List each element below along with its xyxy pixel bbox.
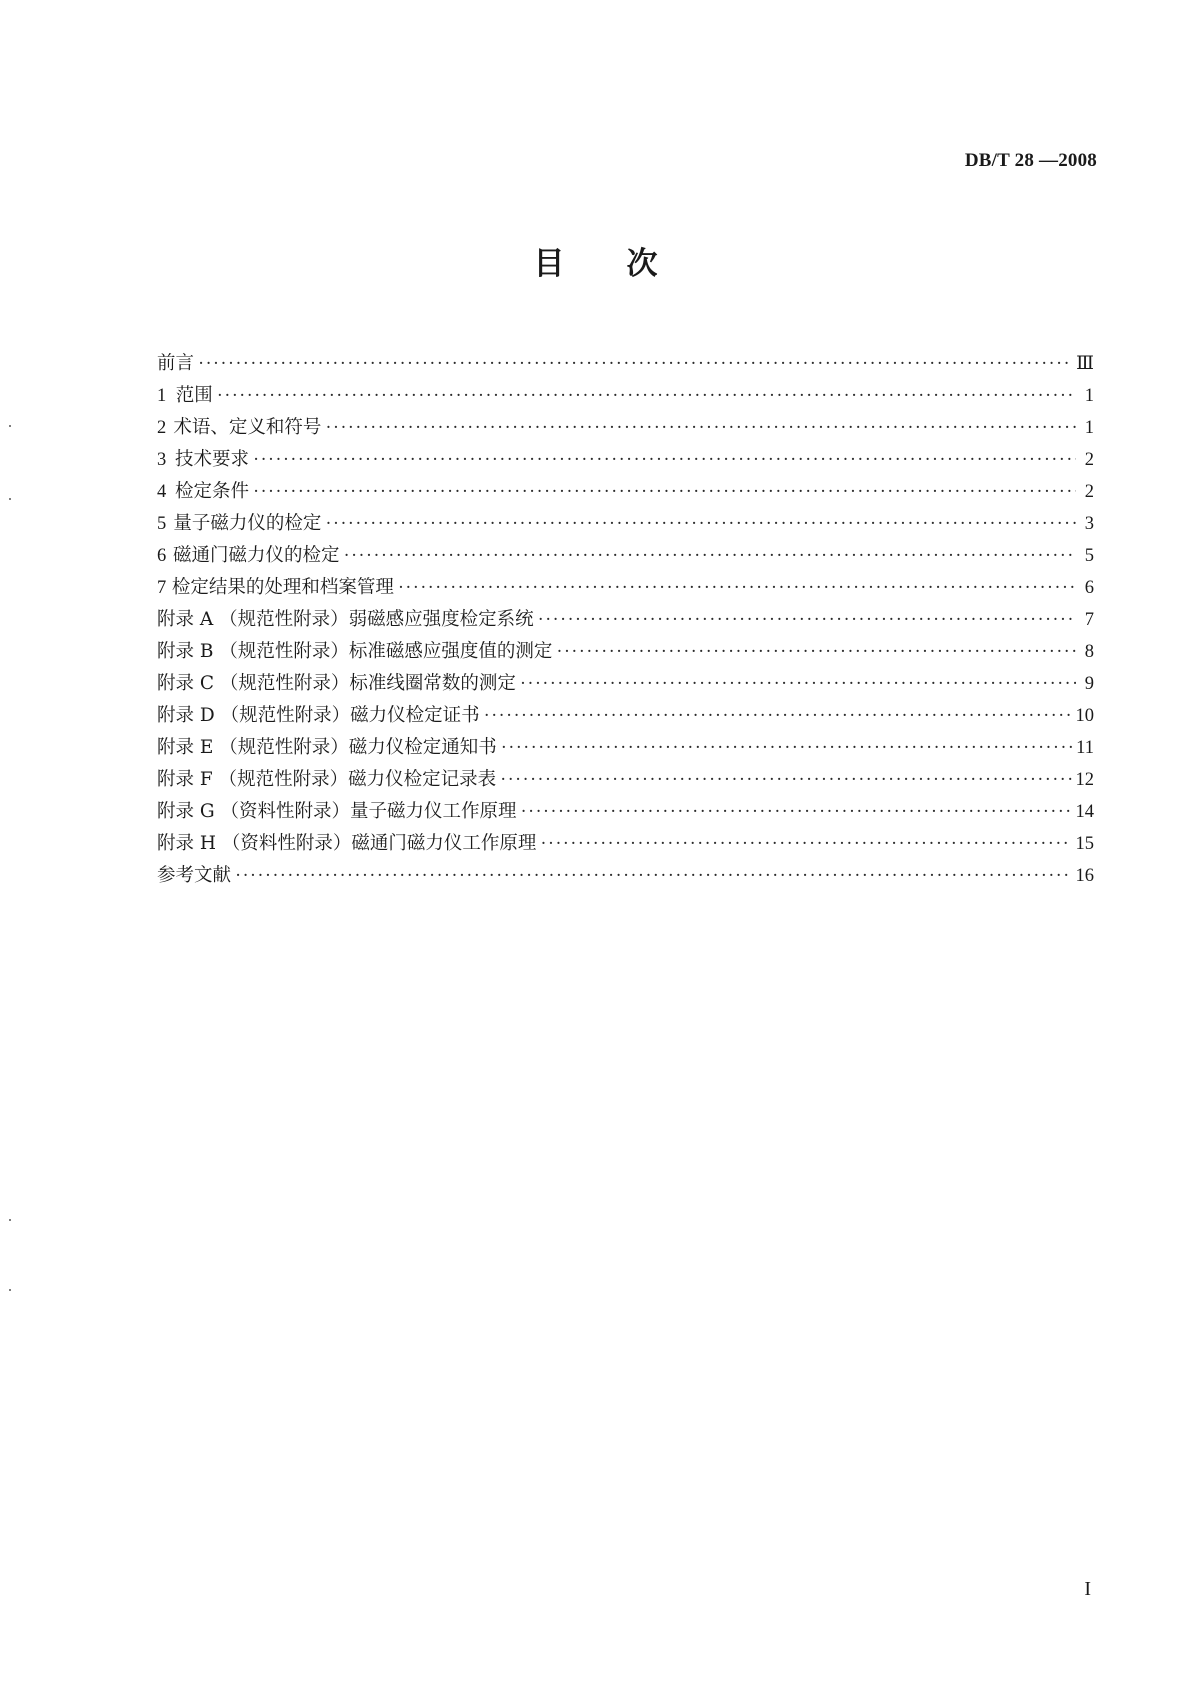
page-number: I [1084,1578,1091,1600]
toc-leader-dots [520,668,1076,700]
scan-speck [9,498,11,500]
toc-entry-label: 附录 G （资料性附录）量子磁力仪工作原理 [157,801,517,822]
toc-entry-3[interactable] [157,444,1094,476]
toc-leader-dots [325,412,1076,444]
toc-entry-appendix-c[interactable] [157,668,1094,700]
toc-entry-appendix-d[interactable] [157,700,1094,732]
toc-entry-label: 量子磁力仪的检定 [173,513,322,534]
toc-leader-dots [344,540,1076,572]
toc-leader-dots [538,604,1076,636]
toc-leader-dots [540,828,1071,860]
toc-leader-dots [253,444,1076,476]
toc-entry-label: 参考文献 [157,865,232,886]
toc-entry-preface[interactable] [157,348,1094,380]
toc-entry-appendix-b[interactable] [157,636,1094,668]
toc-entry-page: 2 [1084,482,1094,502]
toc-entry-page: 11 [1076,738,1094,758]
toc-entry-page: 1 [1084,386,1094,406]
toc-entry-label: 附录 C （规范性附录）标准线圈常数的测定 [157,673,516,694]
toc-entry-label: 范围 [175,385,213,406]
toc-entry-page: 9 [1084,674,1094,694]
toc-entry-page: 8 [1084,642,1094,662]
toc-entry-label: 磁通门磁力仪的检定 [173,545,340,566]
toc-leader-dots [235,860,1071,892]
toc-leader-dots [521,796,1072,828]
toc-entry-appendix-f[interactable] [157,764,1094,796]
toc-entry-references[interactable] [157,860,1094,892]
scan-speck [9,1289,11,1291]
scan-speck [9,425,11,427]
toc-leader-dots [556,636,1076,668]
toc-entry-label: 附录 A （规范性附录）弱磁感应强度检定系统 [157,609,534,630]
toc-entry-page: 10 [1075,706,1094,726]
toc-entry-page: 14 [1075,802,1094,822]
toc-entry-page: 12 [1075,770,1094,790]
toc-entry-label: 技术要求 [174,449,249,470]
toc-entry-6[interactable] [157,540,1094,572]
toc-entry-number: 3 [157,450,167,470]
toc-leader-dots [484,700,1072,732]
toc-entry-page: 2 [1084,450,1094,470]
toc-entry-page: 6 [1084,578,1094,598]
toc-entry-number: 5 [157,514,167,534]
page-title [0,238,1191,283]
toc-entry-number: 2 [157,418,167,438]
toc-leader-dots [198,348,1072,380]
standard-code: DB/T 28 —2008 [964,150,1097,171]
toc-entry-page: 7 [1084,610,1094,630]
toc-entry-page: 1 [1084,418,1094,438]
toc-entry-number: 4 [157,482,167,502]
table-of-contents [157,348,1094,892]
toc-leader-dots [253,476,1076,508]
toc-entry-page: 5 [1084,546,1094,566]
toc-entry-page: 16 [1075,866,1094,886]
toc-entry-appendix-e[interactable] [157,732,1094,764]
toc-entry-label: 附录 D （规范性附录）磁力仪检定证书 [157,705,480,726]
toc-entry-label: 检定条件 [174,481,249,502]
page-title-char-2: 次 [626,246,658,282]
toc-entry-appendix-g[interactable] [157,796,1094,828]
toc-entry-label: 附录 F （规范性附录）磁力仪检定记录表 [157,769,497,790]
toc-leader-dots [398,572,1076,604]
toc-entry-7[interactable] [157,572,1094,604]
toc-entry-number: 7 [157,578,167,598]
toc-entry-appendix-a[interactable] [157,604,1094,636]
toc-leader-dots [501,732,1072,764]
toc-entry-number: 6 [157,546,167,566]
toc-entry-4[interactable] [157,476,1094,508]
toc-leader-dots [217,380,1076,412]
toc-entry-label: 附录 E （规范性附录）磁力仪检定通知书 [157,737,497,758]
toc-entry-number: 1 [157,386,167,406]
page-title-char-1: 目 [533,246,565,282]
toc-entry-label: 前言 [157,353,195,374]
toc-leader-dots [500,764,1071,796]
toc-entry-label: 附录 H （资料性附录）磁通门磁力仪工作原理 [157,833,537,854]
scan-speck [9,1219,11,1221]
toc-entry-5[interactable] [157,508,1094,540]
toc-entry-page: 15 [1075,834,1094,854]
toc-entry-2[interactable] [157,412,1094,444]
toc-entry-label: 术语、定义和符号 [173,417,322,438]
toc-entry-1[interactable] [157,380,1094,412]
toc-leader-dots [325,508,1076,540]
toc-entry-label: 附录 B （规范性附录）标准磁感应强度值的测定 [157,641,553,662]
toc-entry-label: 检定结果的处理和档案管理 [171,577,394,598]
toc-entry-appendix-h[interactable] [157,828,1094,860]
toc-entry-page: Ⅲ [1076,354,1094,374]
toc-entry-page: 3 [1084,514,1094,534]
